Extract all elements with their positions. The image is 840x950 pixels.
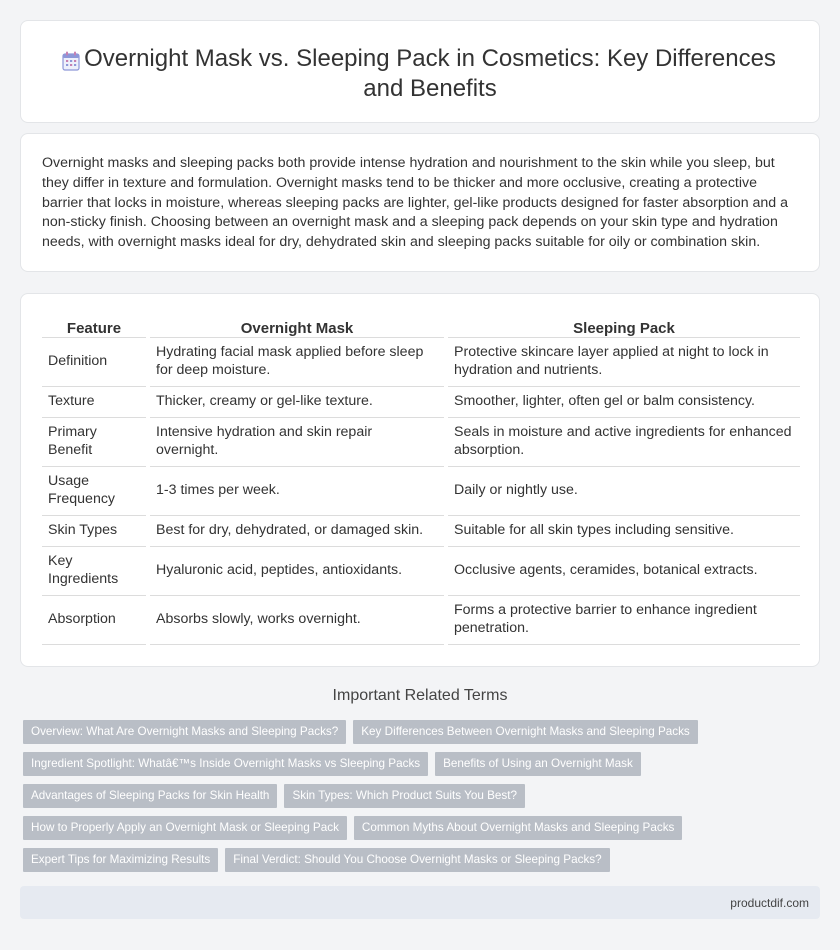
feature-cell: Absorption: [42, 595, 148, 644]
related-terms-heading: Important Related Terms: [332, 687, 508, 704]
intro-card: [20, 133, 820, 272]
overnight-mask-cell: 1-3 times per week.: [148, 466, 446, 515]
footer: [20, 886, 820, 919]
table-row: [42, 466, 800, 515]
title-card: [20, 20, 820, 123]
related-term-link[interactable]: Final Verdict: Should You Choose Overnight Masks or Sleeping Packs?: [225, 848, 609, 872]
related-term-link[interactable]: Ingredient Spotlight: Whatâ€™s Inside Overnight Masks vs Sleeping Packs: [23, 752, 428, 776]
feature-cell: Key Ingredients: [42, 546, 148, 595]
related-terms-list: [23, 720, 813, 880]
comparison-card: [20, 293, 820, 667]
table-row: [42, 595, 800, 644]
related-term-link[interactable]: Advantages of Sleeping Packs for Skin Health: [23, 784, 277, 808]
feature-cell: Definition: [42, 337, 148, 386]
page-title: Overnight Mask vs. Sleeping Pack in Cosmetics: Key Differences and Benefits: [84, 45, 776, 102]
overnight-mask-cell: Absorbs slowly, works overnight.: [148, 595, 446, 644]
column-header-overnight-mask: Overnight Mask: [148, 315, 446, 337]
related-term-link[interactable]: Expert Tips for Maximizing Results: [23, 848, 218, 872]
sleeping-pack-cell: Daily or nightly use.: [446, 466, 800, 515]
table-header-row: [42, 315, 800, 337]
overnight-mask-cell: Hydrating facial mask applied before sleep for deep moisture.: [148, 337, 446, 386]
feature-cell: Skin Types: [42, 515, 148, 546]
related-term-link[interactable]: Key Differences Between Overnight Masks and Sleeping Packs: [353, 720, 698, 744]
comparison-table: [42, 315, 800, 645]
table-row: [42, 546, 800, 595]
related-term-link[interactable]: Benefits of Using an Overnight Mask: [435, 752, 641, 776]
overnight-mask-cell: Best for dry, dehydrated, or damaged skin.: [148, 515, 446, 546]
feature-cell: Texture: [42, 386, 148, 417]
feature-cell: Usage Frequency: [42, 466, 148, 515]
sleeping-pack-cell: Forms a protective barrier to enhance ingredient penetration.: [446, 595, 800, 644]
table-row: [42, 337, 800, 386]
related-term-link[interactable]: Common Myths About Overnight Masks and Sleeping Packs: [354, 816, 682, 840]
column-header-sleeping-pack: Sleeping Pack: [446, 315, 800, 337]
intro-paragraph: Overnight masks and sleeping packs both provide intense hydration and nourishment to the skin while you sleep, but they differ in texture and formulation. Overnight masks tend to be thicker and more occlusive, creating a protective barrier that locks in moisture, whereas sleeping packs are lighter, gel-like products designed for faster absorption and a non-sticky finish. Choosing between an overnight mask and a sleeping pack depends on your skin type and hydration needs, with overnight masks ideal for dry, dehydrated skin and sleeping packs suitable for oily or combination skin.: [42, 155, 789, 251]
table-row: [42, 417, 800, 466]
sleeping-pack-cell: Smoother, lighter, often gel or balm consistency.: [446, 386, 800, 417]
sleeping-pack-cell: Occlusive agents, ceramides, botanical extracts.: [446, 546, 800, 595]
sleeping-pack-cell: Suitable for all skin types including sensitive.: [446, 515, 800, 546]
feature-cell: Primary Benefit: [42, 417, 148, 466]
related-term-link[interactable]: Overview: What Are Overnight Masks and Sleeping Packs?: [23, 720, 346, 744]
overnight-mask-cell: Thicker, creamy or gel-like texture.: [148, 386, 446, 417]
column-header-feature: Feature: [42, 315, 148, 337]
related-term-link[interactable]: How to Properly Apply an Overnight Mask or Sleeping Pack: [23, 816, 347, 840]
overnight-mask-cell: Hyaluronic acid, peptides, antioxidants.: [148, 546, 446, 595]
sleeping-pack-cell: Protective skincare layer applied at night to lock in hydration and nutrients.: [446, 337, 800, 386]
table-row: [42, 515, 800, 546]
related-term-link[interactable]: Skin Types: Which Product Suits You Best?: [284, 784, 525, 808]
table-row: [42, 386, 800, 417]
overnight-mask-cell: Intensive hydration and skin repair overnight.: [148, 417, 446, 466]
sleeping-pack-cell: Seals in moisture and active ingredients for enhanced absorption.: [446, 417, 800, 466]
footer-site-link[interactable]: productdif.com: [730, 896, 809, 910]
